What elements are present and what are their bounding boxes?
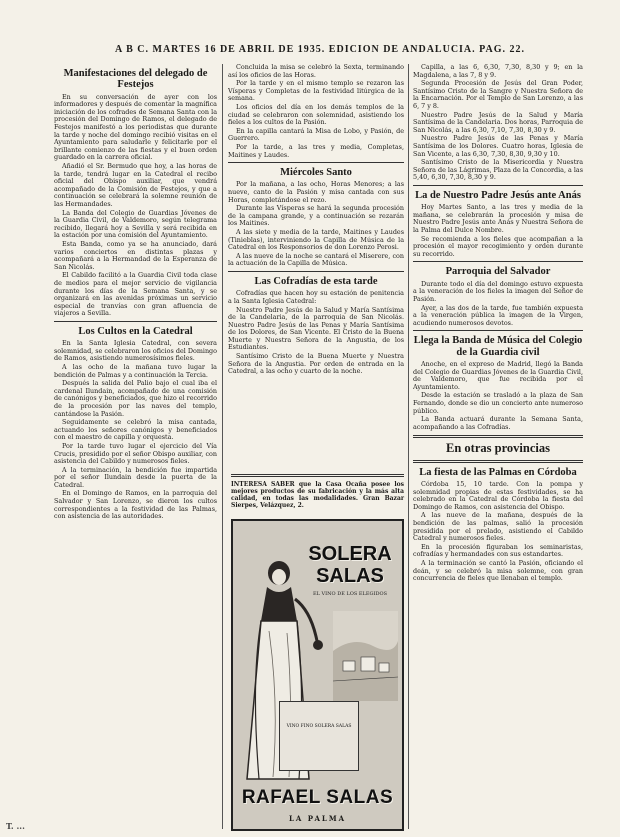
section-rule (228, 271, 404, 272)
paragraph: Añadió el Sr. Bermudo que hoy, a las horas de la tarde, tendrá lugar en la Catedral el recibo oficial del Obispo auxiliar, que vendrá acompañado de la Comisión de Festejos, y que a continuación se celebrará la solemne reunión de las Hermandades. (54, 162, 217, 208)
paragraph: Concluida la misa se celebró la Sexta, terminando así los oficios de las Horas. (228, 64, 404, 79)
ad-brand-title: SOLERA SALAS (308, 543, 392, 587)
paragraph: Hoy Martes Santo, a las tres y media de la mañana, se celebrarán la procesión y misa de Nuestro Padre Jesús ante Anás y Nuestra Señora de la Palma del Dulce Nombre. (413, 203, 583, 235)
headline-banda-guardia-civil: Llega la Banda de Música del Colegio de la Guardia civil (413, 335, 583, 358)
paragraph: Cofradías que hacen hoy su estación de penitencia a la Santa Iglesia Catedral: (228, 289, 404, 305)
paragraph: Nuestro Padre Jesús de la Salud y María Santísima de la Candelaria, de la parroquia de San Nicolás. Nuestro Padre Jesús de las Penas y María Santísima de los Dolores, de San Vicente. El Cristo de la Buena Muerte y Nuestra Señora de la Angustia, de los Estudiantes. (228, 305, 404, 352)
column-2 (228, 64, 404, 514)
paragraph: A las nueve de la noche se cantará el Miserere, con la actuación de la Capilla de Música. (228, 251, 404, 268)
paragraph: Nuestro Padre Jesús de las Penas y María Santísima de los Dolores. Cuatro horas, Iglesia de San Vicente, a las 6,30, 7,30, 8,30, 9,30 y 10. (413, 134, 583, 158)
paragraph: A las nueve de la mañana, después de la bendición de las palmas, salió la procesión presidida por el prelado, asistiendo el Cabildo Catedral y numerosos fieles. (413, 511, 583, 543)
section-double-rule (413, 435, 583, 438)
paragraph: Córdoba 15, 10 tarde. Con la pompa y solemnidad propias de estas festividades, se ha celebrado en la Catedral de Córdoba la fiesta del Domingo de Ramos, con asistencia del Obispo. (413, 480, 583, 511)
section-rule (413, 330, 583, 331)
column-rule-left (222, 64, 223, 829)
column-rule-right (408, 64, 409, 829)
paragraph: Santísimo Cristo de la Buena Muerte y Nuestra Señora de la Angustia. Por orden de entrada en la Catedral, a las ocho y cuarto de la noche. (228, 352, 404, 376)
headline-parroquia-salvador: Parroquia del Salvador (445, 266, 551, 278)
paragraph: Nuestro Padre Jesús de la Salud y María Santísima de la Candelaria. Dos horas, Parroquia de San Nicolás, a las 6,30, 7,10, 7,30, 8,30 y 9. (413, 110, 583, 134)
notice-rule (231, 474, 404, 477)
paragraph: En su conversación de ayer con los informadores y después de comentar la magnífica iniciación de los cofrades de Semana Santa con la procesión del Domingo de Ramos, el delegado de Festejos manifestó a los periodistas que durante la tarde y noche del domingo recibió visitas en el Ayuntamiento para saludarle y felicitarle por el brillante comienzo de las fiestas y el buen orden guardado en la carrera oficial. (54, 92, 217, 162)
section-rule (413, 261, 583, 262)
paragraph: Capilla, a las 6, 6,30, 7,30, 8,30 y 9; en la Magdalena, a las 7, 8 y 9. (413, 64, 583, 79)
village-landscape-illustration (333, 611, 398, 701)
section-double-rule (413, 460, 583, 463)
paragraph: En la Santa Iglesia Catedral, con severa solemnidad, se celebraron los oficios del Domingo de Ramos, asistiendo numerosísimos fieles. (54, 339, 217, 363)
paragraph: Por la tarde y en el mismo templo se rezaron las Vísperas y Completas de la festividad litúrgica de la semana. (228, 79, 404, 103)
column-1 (54, 64, 217, 824)
paragraph: A la terminación se cantó la Pasión, oficiando el deán, y se celebró la misa solemne, con gran concurrencia de fieles que llenaban el templo. (413, 559, 583, 583)
paragraph: El Cabildo facilitó a la Guardia Civil toda clase de medios para el mejor servicio de vigilancia durante los días de la Semana Santa, y se organizará en las avenidas próximas un servicio especial de tranvías con gran afluencia de viajeros a Sevilla. (54, 271, 217, 318)
paragraph: Se recomienda a los fieles que acompañan a la procesión el mayor recogimiento y orden durante su recorrido. (413, 234, 583, 258)
paragraph: A las ocho de la mañana tuvo lugar la bendición de Palmas y a continuación la Tercia. (54, 362, 217, 379)
headline-palmas-cordoba: La fiesta de las Palmas en Córdoba (419, 466, 577, 478)
notice-text: INTERESA SABER que la Casa Ocaña posee los mejores productos de su fabricación y la más alta calidad, en todas las modalidades. Gran Bazar Sierpes, Velázquez, 2. (231, 481, 404, 509)
advertisement-solera-salas (231, 519, 404, 831)
headline-otras-provincias: En otras provincias (446, 441, 550, 456)
paragraph: Por la tarde tuvo lugar el ejercicio del Vía Crucis, presidido por el señor Obispo auxiliar, con asistencia del Cabildo y numerosos fieles. (54, 441, 217, 466)
paragraph: Seguidamente se celebró la misa cantada, actuando los señores canónigos y beneficiados con el maestro de capilla y orquesta. (54, 418, 217, 442)
paragraph: En la procesión figuraban los seminaristas, cofradías y hermandades con sus estandartes. (413, 542, 583, 559)
paragraph: Santísimo Cristo de la Misericordia y Nuestra Señora de las Lágrimas, Plaza de la Concordia, a las 5,40, 6,30, 7,30, 8,30 y 9. (413, 158, 583, 182)
paragraph: En el Domingo de Ramos, en la parroquia del Salvador y San Lorenzo, se dieron los cultos correspondientes a la festividad de las Palmas, con asistencia de las autoridades. (54, 489, 217, 521)
paragraph: Durante todo el día del domingo estuvo expuesta a la veneración de los fieles la imagen del Señor de Pasión. (413, 279, 583, 303)
column-3 (413, 64, 583, 824)
ad-bottle-label: VINO FINO SOLERA SALAS (279, 701, 359, 771)
paragraph: Anoche, en el expreso de Madrid, llegó la Banda del Colegio de Guardias Jóvenes de la Guardia Civil, de Valdemoro, que fue recibida por el Ayuntamiento. (413, 359, 583, 391)
notice-box (231, 470, 404, 511)
headline-cultos-catedral: Los Cultos en la Catedral (78, 325, 193, 337)
paragraph: A la terminación, la bendición fue impartida por el señor Ilundain desde la puerta de la Catedral. (54, 465, 217, 489)
headline-jesus-ante-anas: La de Nuestro Padre Jesús ante Anás (415, 189, 581, 201)
paragraph: Después la salida del Palio bajo el cual iba el cardenal Ilundain, acompañado de una comisión de canónigos y beneficiados, que hizo el recorrido de la procesión por las naves del templo, cantándose la Pasión. (54, 379, 217, 418)
ad-tagline: EL VINO DE LOS ELEGIDOS (312, 591, 387, 597)
paragraph: La Banda actuará durante la Semana Santa, acompañando a las Cofradías. (413, 415, 583, 431)
paragraph: A las siete y media de la tarde, Maitines y Laudes (Tinieblas), interviniendo la Capilla de Música de la Catedral en los Responsorios de don Lorenzo Perosi. (228, 228, 404, 252)
paragraph: En la capilla cantará la Misa de Lobo, y Pasión, de Guerrero. (228, 126, 404, 143)
paragraph: Por la mañana, a las ocho, Horas Menores; a las nueve, canto de la Pasión y misa cantada con sus Horas, completándose el rezo. (228, 180, 404, 204)
headline-festejos: Manifestaciones del delegado de Festejos (63, 68, 208, 91)
paragraph: Durante las Vísperas se hará la segunda procesión de la campana grande, y a continuación se rezarán los Maitines. (228, 204, 404, 228)
paragraph: Ayer, a las dos de la tarde, fue también expuesta a la veneración pública la imagen de la Virgen, acudiendo numerosos devotos. (413, 303, 583, 327)
paragraph: Segunda Procesión de Jesús del Gran Poder, Santísimo Cristo de la Sangre y Nuestra Señora de la Encarnación. Por el Templo de San Lorenzo, a las 6, 7 y 8. (413, 79, 583, 110)
paragraph: Esta Banda, como ya se ha anunciado, dará varios conciertos en distintas plazas y acompañará a la Hermandad de la Esperanza de San Nicolás. (54, 239, 217, 271)
ad-producer-name: RAFAEL SALAS (241, 787, 394, 808)
section-rule (54, 321, 217, 322)
headline-cofradias: Las Cofradías de esta tarde (254, 275, 378, 287)
headline-miercoles-santo: Miércoles Santo (280, 167, 352, 179)
page-footer-mark: T. ... (6, 821, 25, 831)
paragraph: La Banda del Colegio de Guardias Jóvenes de la Guardia Civil, de Valdemoro, según telegrama recibido, llegará hoy a Sevilla y será recibida en la estación por una comisión del Ayuntamiento. (54, 208, 217, 240)
ad-producer-place: LA PALMA (288, 814, 347, 823)
paragraph: Los oficios del día en los demás templos de la ciudad se celebraron con solemnidad, asistiendo los fieles a los cultos de la Pasión. (228, 102, 404, 127)
paragraph: Por la tarde, a las tres y media, Completas, Maitines y Laudes. (228, 142, 404, 159)
paragraph: Desde la estación se trasladó a la plaza de San Fernando, donde se dio un concierto ante numeroso público. (413, 391, 583, 415)
section-rule (228, 162, 404, 163)
page-header: A B C. MARTES 16 DE ABRIL DE 1935. EDICION DE ANDALUCIA. PAG. 22. (114, 44, 526, 55)
section-rule (413, 185, 583, 186)
